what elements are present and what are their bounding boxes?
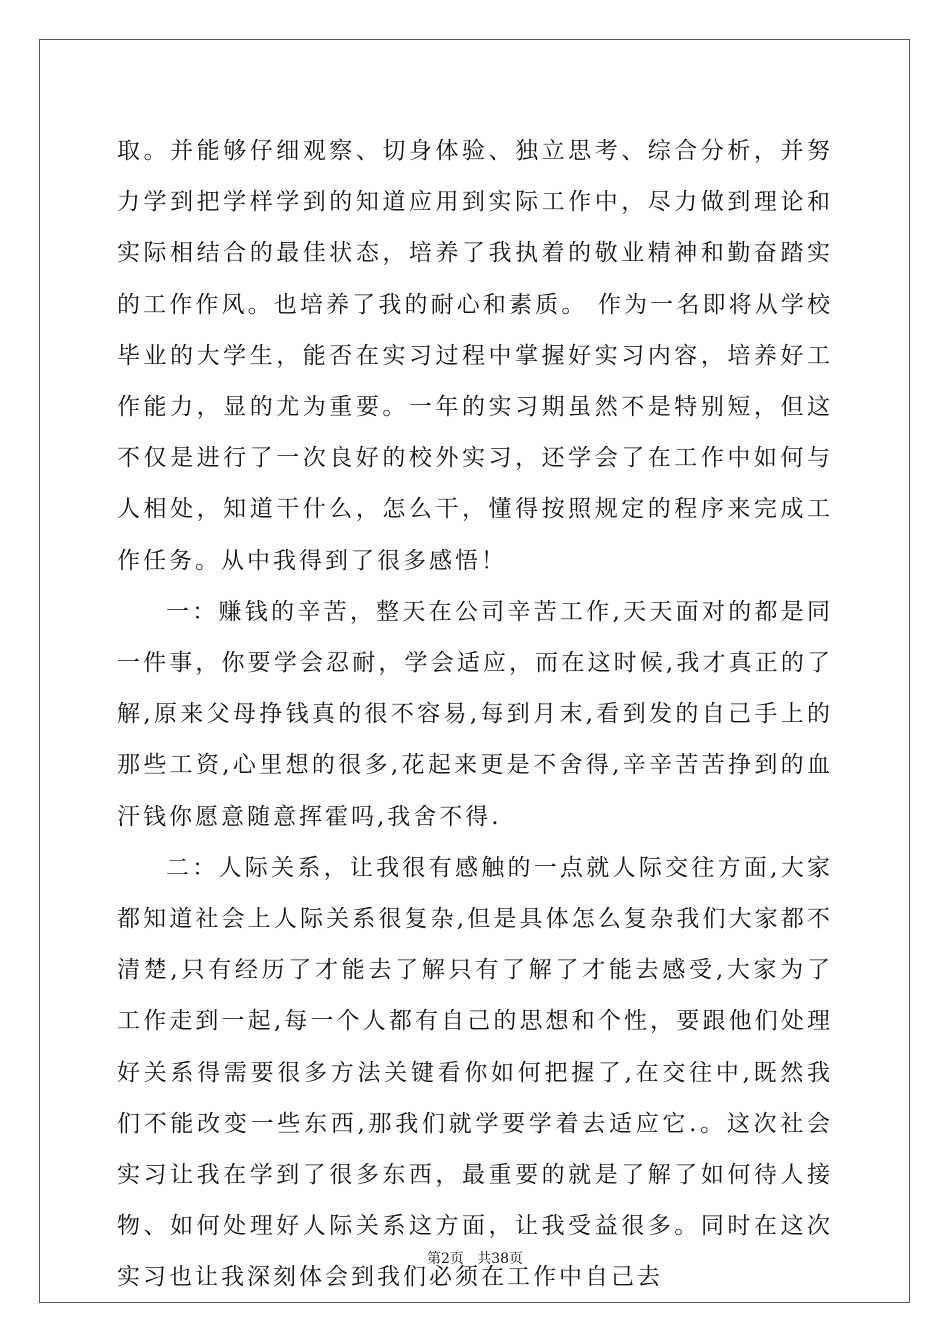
paragraph-3: 二：人际关系，让我很有感触的一点就人际交往方面,大家都知道社会上人际关系很复杂,但是具体怎么复杂我们大家都不清楚,只有经历了才能去了解只有了解了才能去感受,大家为了工作走到一起,每一个人都有自己的思想和个性，要跟他们处理好关系得需要很多方法关键看你如何把握了,在交往中,既然我们不能改变一些东西,那我们就学要学着去适应它.。这次社会实习让我在学到了很多东西，最重要的就是了解了如何待人接物、如何处理好人际关系这方面，让我受益很多。同时在这次实习也让我深刻体会到我们必须在工作中自己去 (117, 854, 833, 1291)
page-footer: 第2页 共38页 (426, 1251, 524, 1267)
document-body (117, 126, 833, 1304)
paragraph-1: 取。并能够仔细观察、切身体验、独立思考、综合分析，并努力学到把学样学到的知道应用到实际工作中，尽力做到理论和实际相结合的最佳状态，培养了我执着的敬业精神和勤奋踏实的工作作风。也培养了我的耐心和素质。 作为一名即将从学校毕业的大学生，能否在实习过程中掌握好实习内容，培养好工作能力，显的尤为重要。一年的实习期虽然不是特别短，但这不仅是进行了一次良好的校外实习，还学会了在工作中如何与人相处，知道干什么，怎么干，懂得按照规定的程序来完成工作任务。从中我得到了很多感悟！ (117, 138, 833, 574)
paragraph-2: 一：赚钱的辛苦，整天在公司辛苦工作,天天面对的都是同一件事，你要学会忍耐，学会适应，而在这时候,我才真正的了解,原来父母挣钱真的很不容易,每到月末,看到发的自己手上的那些工资,心里想的很多,花起来更是不舍得,辛辛苦苦挣到的血汗钱你愿意随意挥霍吗,我舍不得. (117, 598, 833, 830)
